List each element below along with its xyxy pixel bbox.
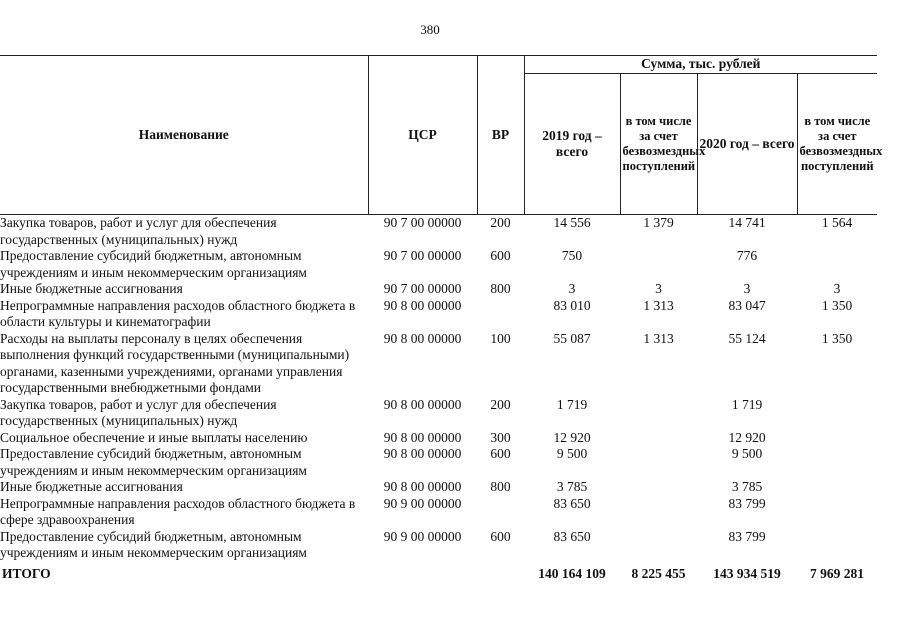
row-2019-incl <box>620 479 697 496</box>
row-name: Закупка товаров, работ и услуг для обеспечения государственных (муниципальных) нужд <box>0 215 277 247</box>
row-csr: 90 8 00 00000 <box>383 396 462 412</box>
row-2020-total: 3 785 <box>731 479 763 494</box>
table-row <box>0 446 877 479</box>
row-2020-incl <box>797 529 877 562</box>
row-2020-total: 9 500 <box>731 446 763 461</box>
row-2020-total: 1 719 <box>731 396 763 412</box>
row-2020-total: 83 047 <box>728 297 766 313</box>
row-2020-total: 776 <box>736 248 758 263</box>
row-csr: 90 8 00 00000 <box>383 429 462 445</box>
table-row <box>0 529 877 562</box>
header-vr: ВР <box>477 56 524 215</box>
row-2019-incl <box>620 496 697 529</box>
row-2020-total: 3 <box>743 281 751 296</box>
total-label: ИТОГО <box>2 565 51 581</box>
row-2019-total: 9 500 <box>556 446 588 461</box>
row-2019-incl <box>620 397 697 430</box>
row-2019-incl: 1 379 <box>643 215 674 230</box>
row-2020-total: 83 799 <box>728 528 766 544</box>
row-name: Непрограммные направления расходов областного бюджета в сфере здравоохранения <box>0 495 356 527</box>
table-row <box>0 215 877 249</box>
header-2019-incl: в том числе за счет безвозмездных поступлений <box>620 74 697 215</box>
row-name: Закупка товаров, работ и услуг для обеспечения государственных (муниципальных) нужд <box>0 396 277 428</box>
row-vr: 600 <box>490 446 511 461</box>
table-row <box>0 479 877 496</box>
header-sum: Сумма, тыс. рублей <box>524 56 877 74</box>
row-2020-incl: 3 <box>833 281 841 296</box>
row-vr: 600 <box>490 528 511 544</box>
total-2019-total: 140 164 109 <box>538 565 606 581</box>
table-row <box>0 496 877 529</box>
row-vr: 100 <box>490 330 511 346</box>
row-csr: 90 8 00 00000 <box>383 479 462 494</box>
table-row <box>0 281 877 298</box>
row-2020-incl <box>797 496 877 529</box>
row-name: Предоставление субсидий бюджетным, автономным учреждениям и иным некоммерческим организациям <box>0 528 307 560</box>
row-vr: 800 <box>490 479 511 494</box>
row-vr: 200 <box>490 215 511 230</box>
row-csr: 90 8 00 00000 <box>383 330 462 346</box>
row-2019-total: 12 920 <box>553 429 591 445</box>
row-vr: 600 <box>490 248 511 263</box>
row-2020-incl: 1 350 <box>821 330 853 346</box>
row-2020-total: 14 741 <box>728 215 766 230</box>
row-csr: 90 9 00 00000 <box>383 495 462 511</box>
row-vr: 200 <box>490 396 511 412</box>
row-2020-incl: 1 564 <box>821 215 853 230</box>
header-csr: ЦСР <box>368 56 477 215</box>
row-name: Иные бюджетные ассигнования <box>0 479 183 494</box>
row-vr: 800 <box>490 281 511 296</box>
header-name: Наименование <box>0 56 368 215</box>
row-2019-total: 3 785 <box>556 479 588 494</box>
row-2019-total: 1 719 <box>556 396 588 412</box>
row-2019-total: 14 556 <box>553 215 591 230</box>
table-row <box>0 331 877 397</box>
total-2020-total: 143 934 519 <box>713 565 781 581</box>
row-name: Непрограммные направления расходов областного бюджета в области культуры и кинематографии <box>0 297 356 329</box>
table-row <box>0 397 877 430</box>
row-2020-incl <box>797 430 877 447</box>
row-csr: 90 9 00 00000 <box>383 528 462 544</box>
table-row <box>0 298 877 331</box>
empty-cell <box>368 562 477 583</box>
row-csr: 90 8 00 00000 <box>383 297 462 313</box>
row-2019-incl <box>620 446 697 479</box>
empty-cell <box>477 562 524 583</box>
row-2020-incl <box>797 446 877 479</box>
total-2019-incl: 8 225 455 <box>631 565 686 581</box>
total-2020-incl: 7 969 281 <box>810 565 865 581</box>
row-2019-total: 83 650 <box>553 528 591 544</box>
row-name: Предоставление субсидий бюджетным, автономным учреждениям и иным некоммерческим организациям <box>0 446 307 478</box>
row-2019-total: 750 <box>561 248 583 263</box>
row-name: Иные бюджетные ассигнования <box>0 281 183 296</box>
row-2019-incl: 1 313 <box>643 297 674 313</box>
row-csr: 90 8 00 00000 <box>383 446 462 461</box>
row-csr: 90 7 00 00000 <box>383 248 462 263</box>
row-2019-total: 83 010 <box>553 297 591 313</box>
row-2020-total: 83 799 <box>728 495 766 511</box>
table-body <box>0 215 877 583</box>
header-2019-total: 2019 год – всего <box>524 74 620 215</box>
table-row <box>0 430 877 447</box>
row-vr: 300 <box>490 429 511 445</box>
row-name: Предоставление субсидий бюджетным, автономным учреждениям и иным некоммерческим организациям <box>0 248 307 280</box>
header-2020-total: 2020 год – всего <box>697 74 797 215</box>
row-vr <box>477 496 524 529</box>
row-2019-total: 55 087 <box>553 330 591 346</box>
row-2020-total: 55 124 <box>728 330 766 346</box>
row-2020-incl <box>797 479 877 496</box>
table-header <box>0 56 883 215</box>
row-2019-total: 3 <box>568 281 576 296</box>
header-2020-incl: в том числе за счет безвозмездных поступлений <box>797 74 877 215</box>
row-2020-incl <box>797 397 877 430</box>
row-csr: 90 7 00 00000 <box>383 281 462 296</box>
table-row <box>0 248 877 281</box>
total-row <box>0 562 877 583</box>
row-2020-incl: 1 350 <box>821 297 853 313</box>
row-2019-incl <box>620 529 697 562</box>
row-csr: 90 7 00 00000 <box>383 215 462 230</box>
row-2019-incl: 3 <box>655 281 662 296</box>
row-name: Социальное обеспечение и иные выплаты населению <box>0 429 308 445</box>
budget-table <box>0 55 883 582</box>
row-vr <box>477 298 524 331</box>
row-2020-total: 12 920 <box>728 429 766 445</box>
row-2019-incl: 1 313 <box>643 330 674 346</box>
row-name: Расходы на выплаты персоналу в целях обеспечения выполнения функций государственными (муниципальными) органами, казенными учреждениями, органами управления государственными внебюджетными фондами <box>0 330 350 395</box>
row-2019-total: 83 650 <box>553 495 591 511</box>
row-2019-incl <box>620 248 697 281</box>
row-2020-incl <box>797 248 877 281</box>
page-number: 380 <box>420 22 440 37</box>
row-2019-incl <box>620 430 697 447</box>
